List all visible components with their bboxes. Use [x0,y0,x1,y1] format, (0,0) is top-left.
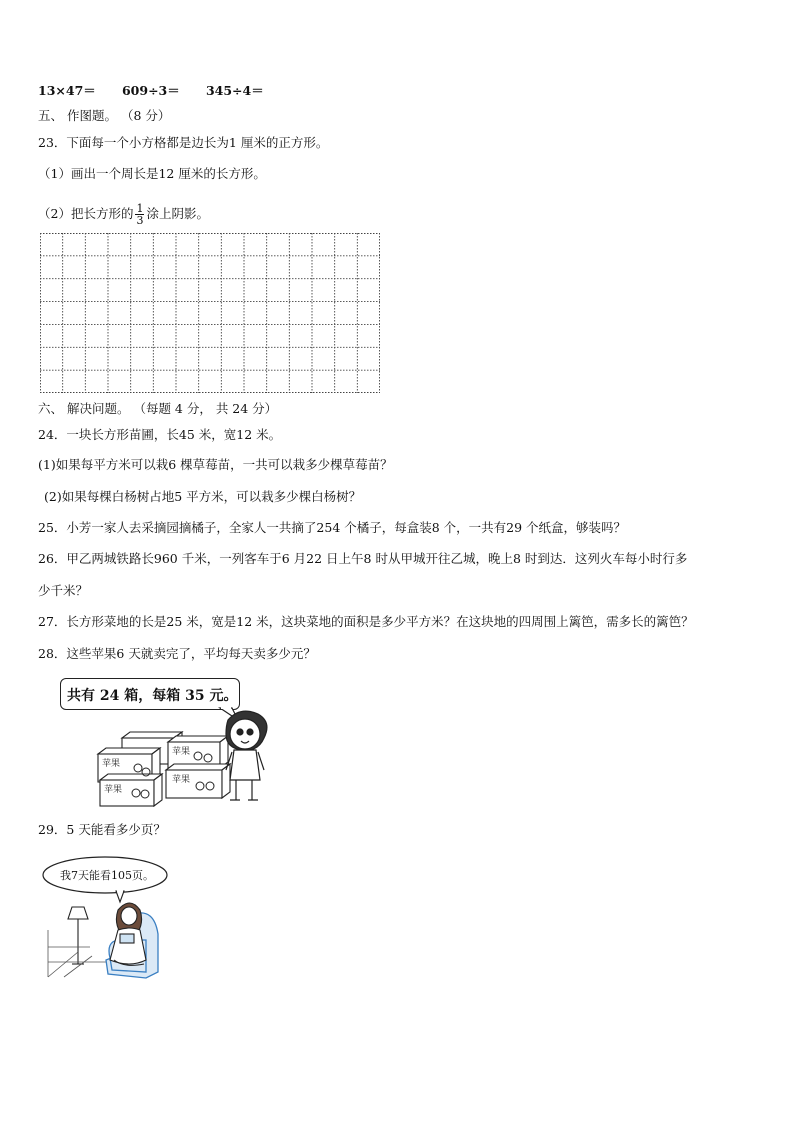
q26-line1: 26．甲乙两城铁路长960 千米，一列客车于6 月22 日上午8 时从甲城开往乙城，晚上8 时到达．这列火车每小时行多 [38,551,688,566]
q28-bubble-text: 共有 24 箱，每箱 35 元。 [67,688,238,704]
q23-stem: 23．下面每一个小方格都是边长为1 厘米的正方形。 [38,135,329,150]
q23-part2 [38,200,209,228]
floor-lamp-icon [68,907,88,964]
q23-part2-prefix: （2）把长方形的 [38,206,134,221]
box-label-4: 苹果 [172,775,191,785]
section-6-title: 六、 解决问题。 （每题 4 分， 共 24 分） [38,401,278,416]
q29-bubble-text: 我7天能看105页。 [60,869,154,882]
q29-stem: 29．5 天能看多少页？ [38,822,166,837]
fraction-numerator: 1 [136,202,144,215]
box-label-3: 苹果 [172,747,191,757]
box-label-1: 苹果 [102,759,121,769]
section-5-title: 五、 作图题。 （8 分） [38,108,171,123]
boy-figure [226,711,267,800]
q29-illustration [38,852,178,982]
q23-part1: （1）画出一个周长是12 厘米的长方形。 [38,166,266,181]
q28-stem: 28．这些苹果6 天就卖完了，平均每天卖多少元？ [38,646,316,661]
girl-reading-figure [110,903,146,965]
q23-part2-suffix: 涂上阴影。 [146,206,209,221]
box-label-2: 苹果 [104,785,123,795]
q26-line2: 少千米？ [38,583,89,598]
calc-item-2: 609÷3＝ [121,83,180,98]
q24-part2: (2)如果每棵白杨树占地5 平方米，可以栽多少棵白杨树？ [44,489,362,504]
q28-illustration [60,676,290,816]
fraction-denominator: 3 [136,214,144,227]
square-grid[interactable] [40,233,380,393]
calc-item-3: 345÷4＝ [205,83,264,98]
q24-part1: (1)如果每平方米可以栽6 棵草莓苗，一共可以栽多少棵草莓苗？ [38,457,393,472]
q25-text: 25．小芳一家人去采摘园摘橘子，全家人一共摘了254 个橘子，每盒装8 个，一共有29 个纸盒，够装吗？ [38,520,627,535]
calculation-row [38,83,264,99]
q28-drawing [60,676,290,816]
q27-text: 27．长方形菜地的长是25 米，宽是12 米，这块菜地的面积是多少平方米？在这块地的四周围上篱笆，需多长的篱笆？ [38,614,694,629]
q24-stem: 24．一块长方形苗圃，长45 米，宽12 米。 [38,427,282,442]
calc-item-1: 13×47＝ [38,83,96,98]
fraction-one-third [135,203,144,226]
